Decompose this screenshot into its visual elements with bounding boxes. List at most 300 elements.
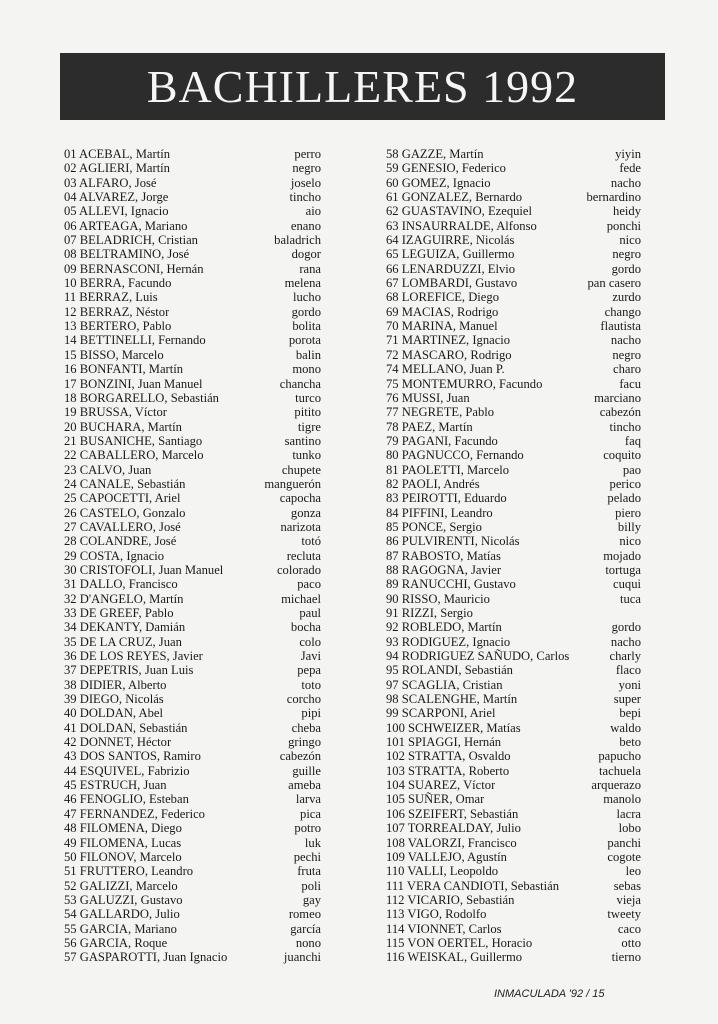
student-nickname: toto [301, 677, 321, 692]
student-name: 09 BERNASCONI, Hernán [64, 261, 204, 276]
student-nickname: perro [294, 147, 321, 161]
student-nickname: cabezón [279, 749, 321, 764]
student-name: 02 AGLIERI, Martín [64, 161, 170, 176]
student-nickname: tincho [289, 190, 321, 205]
student-name: 116 WEISKAL, Guillermo [386, 950, 523, 965]
list-item [64, 506, 321, 520]
student-nickname: gordo [611, 620, 641, 635]
student-nickname: totó [301, 534, 321, 549]
student-name: 108 VALORZI, Francisco [386, 835, 517, 850]
student-name: 83 PEIROTTI, Eduardo [386, 491, 507, 506]
list-item [386, 176, 641, 190]
student-nickname: poli [301, 878, 321, 893]
list-item [64, 678, 321, 692]
student-name: 77 NEGRETE, Pablo [386, 405, 495, 420]
student-name: 30 CRISTOFOLI, Juan Manuel [64, 562, 224, 577]
list-item [64, 176, 321, 190]
student-nickname: billy [617, 519, 641, 534]
student-nickname: caco [617, 921, 641, 936]
student-name: 52 GALIZZI, Marcelo [64, 878, 178, 893]
student-nickname: fede [619, 161, 641, 176]
student-name: 111 VERA CANDIOTI, Sebastián [386, 878, 560, 893]
student-nickname: juanchi [283, 950, 321, 965]
student-nickname: lucho [293, 290, 321, 305]
student-name: 84 PIFFINI, Leandro [386, 505, 493, 520]
list-item [386, 448, 641, 462]
student-name: 93 RODIGUEZ, Ignacio [386, 634, 511, 649]
student-name: 19 BRUSSA, Víctor [64, 405, 167, 420]
student-nickname: gordo [291, 304, 321, 319]
student-name: 95 ROLANDI, Sebastián [386, 663, 513, 678]
student-name: 33 DE GREEF, Pablo [64, 606, 174, 620]
student-name: 89 RANUCCHI, Gustavo [386, 577, 516, 592]
student-nickname: tigre [297, 419, 321, 434]
student-nickname: melena [284, 276, 321, 291]
student-nickname: rana [299, 261, 321, 276]
page-footer: INMACULADA '92 / 15 [494, 988, 605, 1000]
student-nickname: aio [305, 204, 321, 219]
student-nickname: bepi [619, 706, 641, 721]
list-item [386, 333, 641, 347]
student-nickname: guille [292, 763, 321, 778]
student-name: 14 BETTINELLI, Fernando [64, 333, 206, 348]
student-nickname: narizota [280, 519, 321, 534]
student-name: 53 GALUZZI, Gustavo [64, 892, 183, 907]
student-nickname: pitito [294, 405, 321, 420]
list-item [64, 161, 321, 175]
list-item [64, 577, 321, 591]
list-item [386, 749, 641, 763]
student-name: 04 ALVAREZ, Jorge [64, 190, 169, 205]
student-nickname: flautista [600, 319, 641, 334]
student-name: 58 GAZZE, Martín [386, 147, 484, 161]
list-item [386, 764, 641, 778]
list-item [64, 592, 321, 606]
student-nickname: super [613, 692, 641, 707]
student-nickname: vieja [616, 892, 641, 907]
student-name: 13 BERTERO, Pablo [64, 319, 172, 334]
student-name: 88 RAGOGNA, Javier [386, 562, 502, 577]
student-name: 32 D'ANGELO, Martín [64, 591, 184, 606]
student-name: 109 VALLEJO, Agustín [386, 849, 507, 864]
student-name: 46 FENOGLIO, Esteban [64, 792, 189, 807]
list-item [386, 735, 641, 749]
student-nickname: yoni [618, 677, 641, 692]
student-nickname: paco [297, 577, 321, 592]
student-nickname: santino [284, 433, 321, 448]
student-nickname: perico [609, 476, 641, 491]
list-item [64, 204, 321, 218]
student-name: 78 PAEZ, Martín [386, 419, 473, 434]
list-item [386, 147, 641, 161]
list-item [64, 635, 321, 649]
student-name: 11 BERRAZ, Luis [64, 290, 158, 305]
student-name: 55 GARCIA, Mariano [64, 921, 177, 936]
list-item [64, 247, 321, 261]
student-name: 65 LEGUIZA, Guillermo [386, 247, 515, 262]
list-item [386, 233, 641, 247]
student-nickname: enano [290, 218, 321, 233]
list-item [64, 936, 321, 950]
student-nickname: dogor [291, 247, 321, 262]
student-nickname: tweety [607, 907, 641, 922]
student-name: 20 BUCHARA, Martín [64, 419, 182, 434]
student-name: 86 PULVIRENTI, Nicolás [386, 534, 520, 549]
student-name: 100 SCHWEIZER, Matías [386, 720, 521, 735]
list-item [64, 792, 321, 806]
list-item [64, 549, 321, 563]
student-nickname: nacho [610, 333, 641, 348]
student-name: 50 FILONOV, Marcelo [64, 849, 182, 864]
list-item [386, 506, 641, 520]
student-nickname: manguerón [264, 476, 321, 491]
student-name: 07 BELADRICH, Cristian [64, 233, 198, 248]
student-nickname: charo [613, 362, 641, 377]
student-nickname: waldo [610, 720, 641, 735]
student-name: 18 BORGARELLO, Sebastián [64, 390, 219, 405]
student-name: 56 GARCIA, Roque [64, 935, 168, 950]
student-nickname: paul [299, 606, 321, 620]
student-name: 82 PAOLI, Andrés [386, 476, 480, 491]
student-name: 23 CALVO, Juan [64, 462, 152, 477]
student-name: 110 VALLI, Leopoldo [386, 864, 499, 879]
student-name: 97 SCAGLIA, Cristian [386, 677, 503, 692]
list-item [386, 807, 641, 821]
student-nickname: nacho [610, 175, 641, 190]
student-nickname: yiyin [615, 147, 641, 161]
student-name: 03 ALFARO, José [64, 175, 157, 190]
student-nickname: cabezón [599, 405, 641, 420]
student-name: 37 DEPETRIS, Juan Luis [64, 663, 194, 678]
student-nickname [637, 606, 641, 620]
student-nickname: cuqui [613, 577, 641, 592]
list-item [386, 721, 641, 735]
student-name: 114 VIONNET, Carlos [386, 921, 502, 936]
student-nickname: colorado [276, 562, 321, 577]
list-item [64, 420, 321, 434]
student-nickname: tortuga [605, 562, 641, 577]
student-nickname: faq [624, 433, 641, 448]
student-nickname: papucho [598, 749, 641, 764]
student-name: 102 STRATTA, Osvaldo [386, 749, 511, 764]
list-item [64, 491, 321, 505]
student-nickname: tunko [292, 448, 321, 463]
page-title: BACHILLERES 1992 [146, 61, 579, 112]
student-nickname: tachuela [599, 763, 641, 778]
student-nickname: negro [612, 347, 641, 362]
list-item [386, 850, 641, 864]
student-nickname: charly [609, 649, 641, 664]
student-name: 71 MARTINEZ, Ignacio [386, 333, 511, 348]
student-name: 48 FILOMENA, Diego [64, 821, 182, 836]
student-name: 15 BISSO, Marcelo [64, 347, 164, 362]
list-item [64, 706, 321, 720]
list-item [64, 663, 321, 677]
list-item [386, 950, 641, 964]
student-nickname: gonza [290, 505, 321, 520]
list-item [64, 735, 321, 749]
student-name: 40 DOLDAN, Abel [64, 706, 163, 721]
student-nickname: michael [281, 591, 321, 606]
student-nickname: tierno [611, 950, 641, 965]
student-nickname: romeo [288, 907, 321, 922]
list-item [386, 706, 641, 720]
list-item [386, 290, 641, 304]
student-name: 42 DONNET, Héctor [64, 735, 172, 750]
list-item [386, 778, 641, 792]
student-name: 70 MARINA, Manuel [386, 319, 498, 334]
list-item [64, 893, 321, 907]
student-name: 67 LOMBARDI, Gustavo [386, 276, 518, 291]
student-name: 59 GENESIO, Federico [386, 161, 506, 176]
list-item [386, 520, 641, 534]
student-name: 29 COSTA, Ignacio [64, 548, 165, 563]
list-item [64, 764, 321, 778]
student-name: 85 PONCE, Sergio [386, 519, 482, 534]
student-nickname: garcía [290, 921, 321, 936]
student-name: 74 MELLANO, Juan P. [386, 362, 505, 377]
list-item [386, 549, 641, 563]
student-nickname: mojado [603, 548, 641, 563]
student-name: 64 IZAGUIRRE, Nicolás [386, 233, 515, 248]
student-nickname: otto [621, 935, 641, 950]
student-nickname: potro [294, 821, 321, 836]
student-nickname: Javi [300, 649, 321, 664]
student-nickname: gay [302, 892, 321, 907]
student-nickname: chango [604, 304, 641, 319]
student-nickname: ponchi [606, 218, 641, 233]
list-item [64, 950, 321, 964]
list-item [386, 592, 641, 606]
student-name: 94 RODRIGUEZ SAÑUDO, Carlos [386, 649, 570, 664]
student-name: 92 ROBLEDO, Martín [386, 620, 502, 635]
student-name: 43 DOS SANTOS, Ramiro [64, 749, 201, 764]
list-item [386, 391, 641, 405]
list-item [386, 649, 641, 663]
list-item [386, 204, 641, 218]
student-name: 63 INSAURRALDE, Alfonso [386, 218, 537, 233]
student-name: 72 MASCARO, Rodrigo [386, 347, 512, 362]
list-item [386, 247, 641, 261]
student-name: 75 MONTEMURRO, Facundo [386, 376, 543, 391]
student-nickname: chupete [281, 462, 321, 477]
list-item [64, 864, 321, 878]
student-name: 41 DOLDAN, Sebastián [64, 720, 188, 735]
list-item [64, 333, 321, 347]
student-nickname: pipi [301, 706, 321, 721]
student-nickname: heidy [613, 204, 641, 219]
student-name: 34 DEKANTY, Damián [64, 620, 186, 635]
student-nickname: cheba [291, 720, 321, 735]
list-item [386, 692, 641, 706]
list-item [386, 606, 641, 620]
student-name: 44 ESQUIVEL, Fabrizio [64, 763, 190, 778]
student-name: 115 VON OERTEL, Horacio [386, 935, 533, 950]
list-item [64, 606, 321, 620]
list-item [386, 190, 641, 204]
student-nickname: zurdo [612, 290, 641, 305]
student-name: 98 SCALENGHE, Martín [386, 692, 518, 707]
list-item [386, 922, 641, 936]
list-item [386, 907, 641, 921]
list-item [386, 262, 641, 276]
list-item [64, 821, 321, 835]
list-item [386, 936, 641, 950]
student-name: 81 PAOLETTI, Marcelo [386, 462, 509, 477]
list-item [386, 219, 641, 233]
student-name: 16 BONFANTI, Martín [64, 362, 184, 377]
student-name: 24 CANALE, Sebastián [64, 476, 186, 491]
student-name: 112 VICARIO, Sebastián [386, 892, 515, 907]
list-item [386, 663, 641, 677]
student-nickname: marciano [594, 390, 641, 405]
student-name: 26 CASTELO, Gonzalo [64, 505, 186, 520]
student-name: 66 LENARDUZZI, Elvio [386, 261, 516, 276]
list-item [64, 190, 321, 204]
list-item [386, 161, 641, 175]
student-nickname: nico [619, 534, 641, 549]
list-item [64, 807, 321, 821]
student-name: 45 ESTRUCH, Juan [64, 778, 167, 793]
list-item [386, 821, 641, 835]
student-nickname: lobo [618, 821, 641, 836]
student-nickname: manolo [603, 792, 641, 807]
student-nickname: sebas [613, 878, 641, 893]
student-name: 22 CABALLERO, Marcelo [64, 448, 204, 463]
student-nickname: recluta [286, 548, 321, 563]
list-item [386, 305, 641, 319]
student-name: 47 FERNANDEZ, Federico [64, 806, 205, 821]
student-nickname: beto [619, 735, 641, 750]
list-item [386, 678, 641, 692]
list-item [386, 577, 641, 591]
student-name: 21 BUSANICHE, Santiago [64, 433, 203, 448]
student-name: 35 DE LA CRUZ, Juan [64, 634, 182, 649]
student-nickname: facu [619, 376, 641, 391]
student-name: 01 ACEBAL, Martín [64, 147, 170, 161]
list-item [64, 836, 321, 850]
student-name: 68 LOREFICE, Diego [386, 290, 499, 305]
list-item [386, 879, 641, 893]
student-name: 31 DALLO, Francisco [64, 577, 178, 592]
student-nickname: porota [288, 333, 321, 348]
student-nickname: lacra [616, 806, 641, 821]
list-item [386, 463, 641, 477]
student-name: 69 MACIAS, Rodrigo [386, 304, 499, 319]
list-item [64, 563, 321, 577]
student-nickname: negro [292, 161, 321, 176]
student-nickname: pelado [607, 491, 641, 506]
student-name: 36 DE LOS REYES, Javier [64, 649, 203, 664]
student-name: 28 COLANDRE, José [64, 534, 177, 549]
student-name: 12 BERRAZ, Néstor [64, 304, 170, 319]
student-nickname: capocha [279, 491, 321, 506]
list-item [64, 319, 321, 333]
student-nickname: fruta [297, 864, 321, 879]
student-name: 38 DIDIER, Alberto [64, 677, 167, 692]
student-name: 06 ARTEAGA, Mariano [64, 218, 188, 233]
list-item [386, 420, 641, 434]
list-item [64, 391, 321, 405]
list-item [386, 836, 641, 850]
student-nickname: pan casero [587, 276, 641, 291]
list-item [386, 348, 641, 362]
student-name: 27 CAVALLERO, José [64, 519, 181, 534]
list-item [64, 305, 321, 319]
list-item [386, 319, 641, 333]
student-nickname: pao [622, 462, 641, 477]
list-item [64, 147, 321, 161]
list-item [386, 434, 641, 448]
student-nickname: tincho [609, 419, 641, 434]
student-name: 113 VIGO, Rodolfo [386, 907, 487, 922]
list-item [64, 219, 321, 233]
student-nickname: piero [615, 505, 641, 520]
student-nickname: gordo [611, 261, 641, 276]
list-item [64, 520, 321, 534]
list-item [386, 893, 641, 907]
list-item [64, 534, 321, 548]
student-nickname: coquito [603, 448, 641, 463]
student-nickname: corcho [286, 692, 321, 707]
list-item [64, 721, 321, 735]
student-name: 49 FILOMENA, Lucas [64, 835, 182, 850]
student-name: 61 GONZALEZ, Bernardo [386, 190, 523, 205]
student-nickname: panchi [607, 835, 641, 850]
student-nickname: nico [619, 233, 641, 248]
student-nickname: tuca [620, 591, 641, 606]
student-name: 90 RISSO, Mauricio [386, 591, 490, 606]
list-item [64, 348, 321, 362]
list-item [64, 879, 321, 893]
student-nickname: bolita [292, 319, 321, 334]
list-item [64, 233, 321, 247]
student-nickname: bocha [290, 620, 321, 635]
student-nickname: baladrich [274, 233, 321, 248]
student-name: 39 DIEGO, Nicolás [64, 692, 164, 707]
student-nickname: balin [295, 347, 321, 362]
student-nickname: ameba [288, 778, 321, 793]
student-nickname: turco [295, 390, 321, 405]
student-name: 60 GOMEZ, Ignacio [386, 175, 491, 190]
student-name: 54 GALLARDO, Julio [64, 907, 180, 922]
student-name: 103 STRATTA, Roberto [386, 763, 510, 778]
student-nickname: mono [292, 362, 321, 377]
list-item [64, 907, 321, 921]
list-item [386, 477, 641, 491]
list-item [386, 620, 641, 634]
student-name: 17 BONZINI, Juan Manuel [64, 376, 203, 391]
list-item [386, 405, 641, 419]
student-nickname: chancha [279, 376, 321, 391]
student-nickname: luk [304, 835, 321, 850]
list-item [386, 491, 641, 505]
student-name: 99 SCARPONI, Ariel [386, 706, 496, 721]
list-item [386, 276, 641, 290]
list-item [64, 477, 321, 491]
list-item [64, 262, 321, 276]
student-name: 101 SPIAGGI, Hernán [386, 735, 502, 750]
list-item [64, 290, 321, 304]
student-name: 57 GASPAROTTI, Juan Ignacio [64, 950, 228, 965]
student-nickname: larva [295, 792, 321, 807]
student-nickname: nono [295, 935, 321, 950]
student-name: 79 PAGANI, Facundo [386, 433, 498, 448]
list-item [386, 864, 641, 878]
list-item [64, 649, 321, 663]
list-item [64, 620, 321, 634]
student-name: 51 FRUTTERO, Leandro [64, 864, 194, 879]
